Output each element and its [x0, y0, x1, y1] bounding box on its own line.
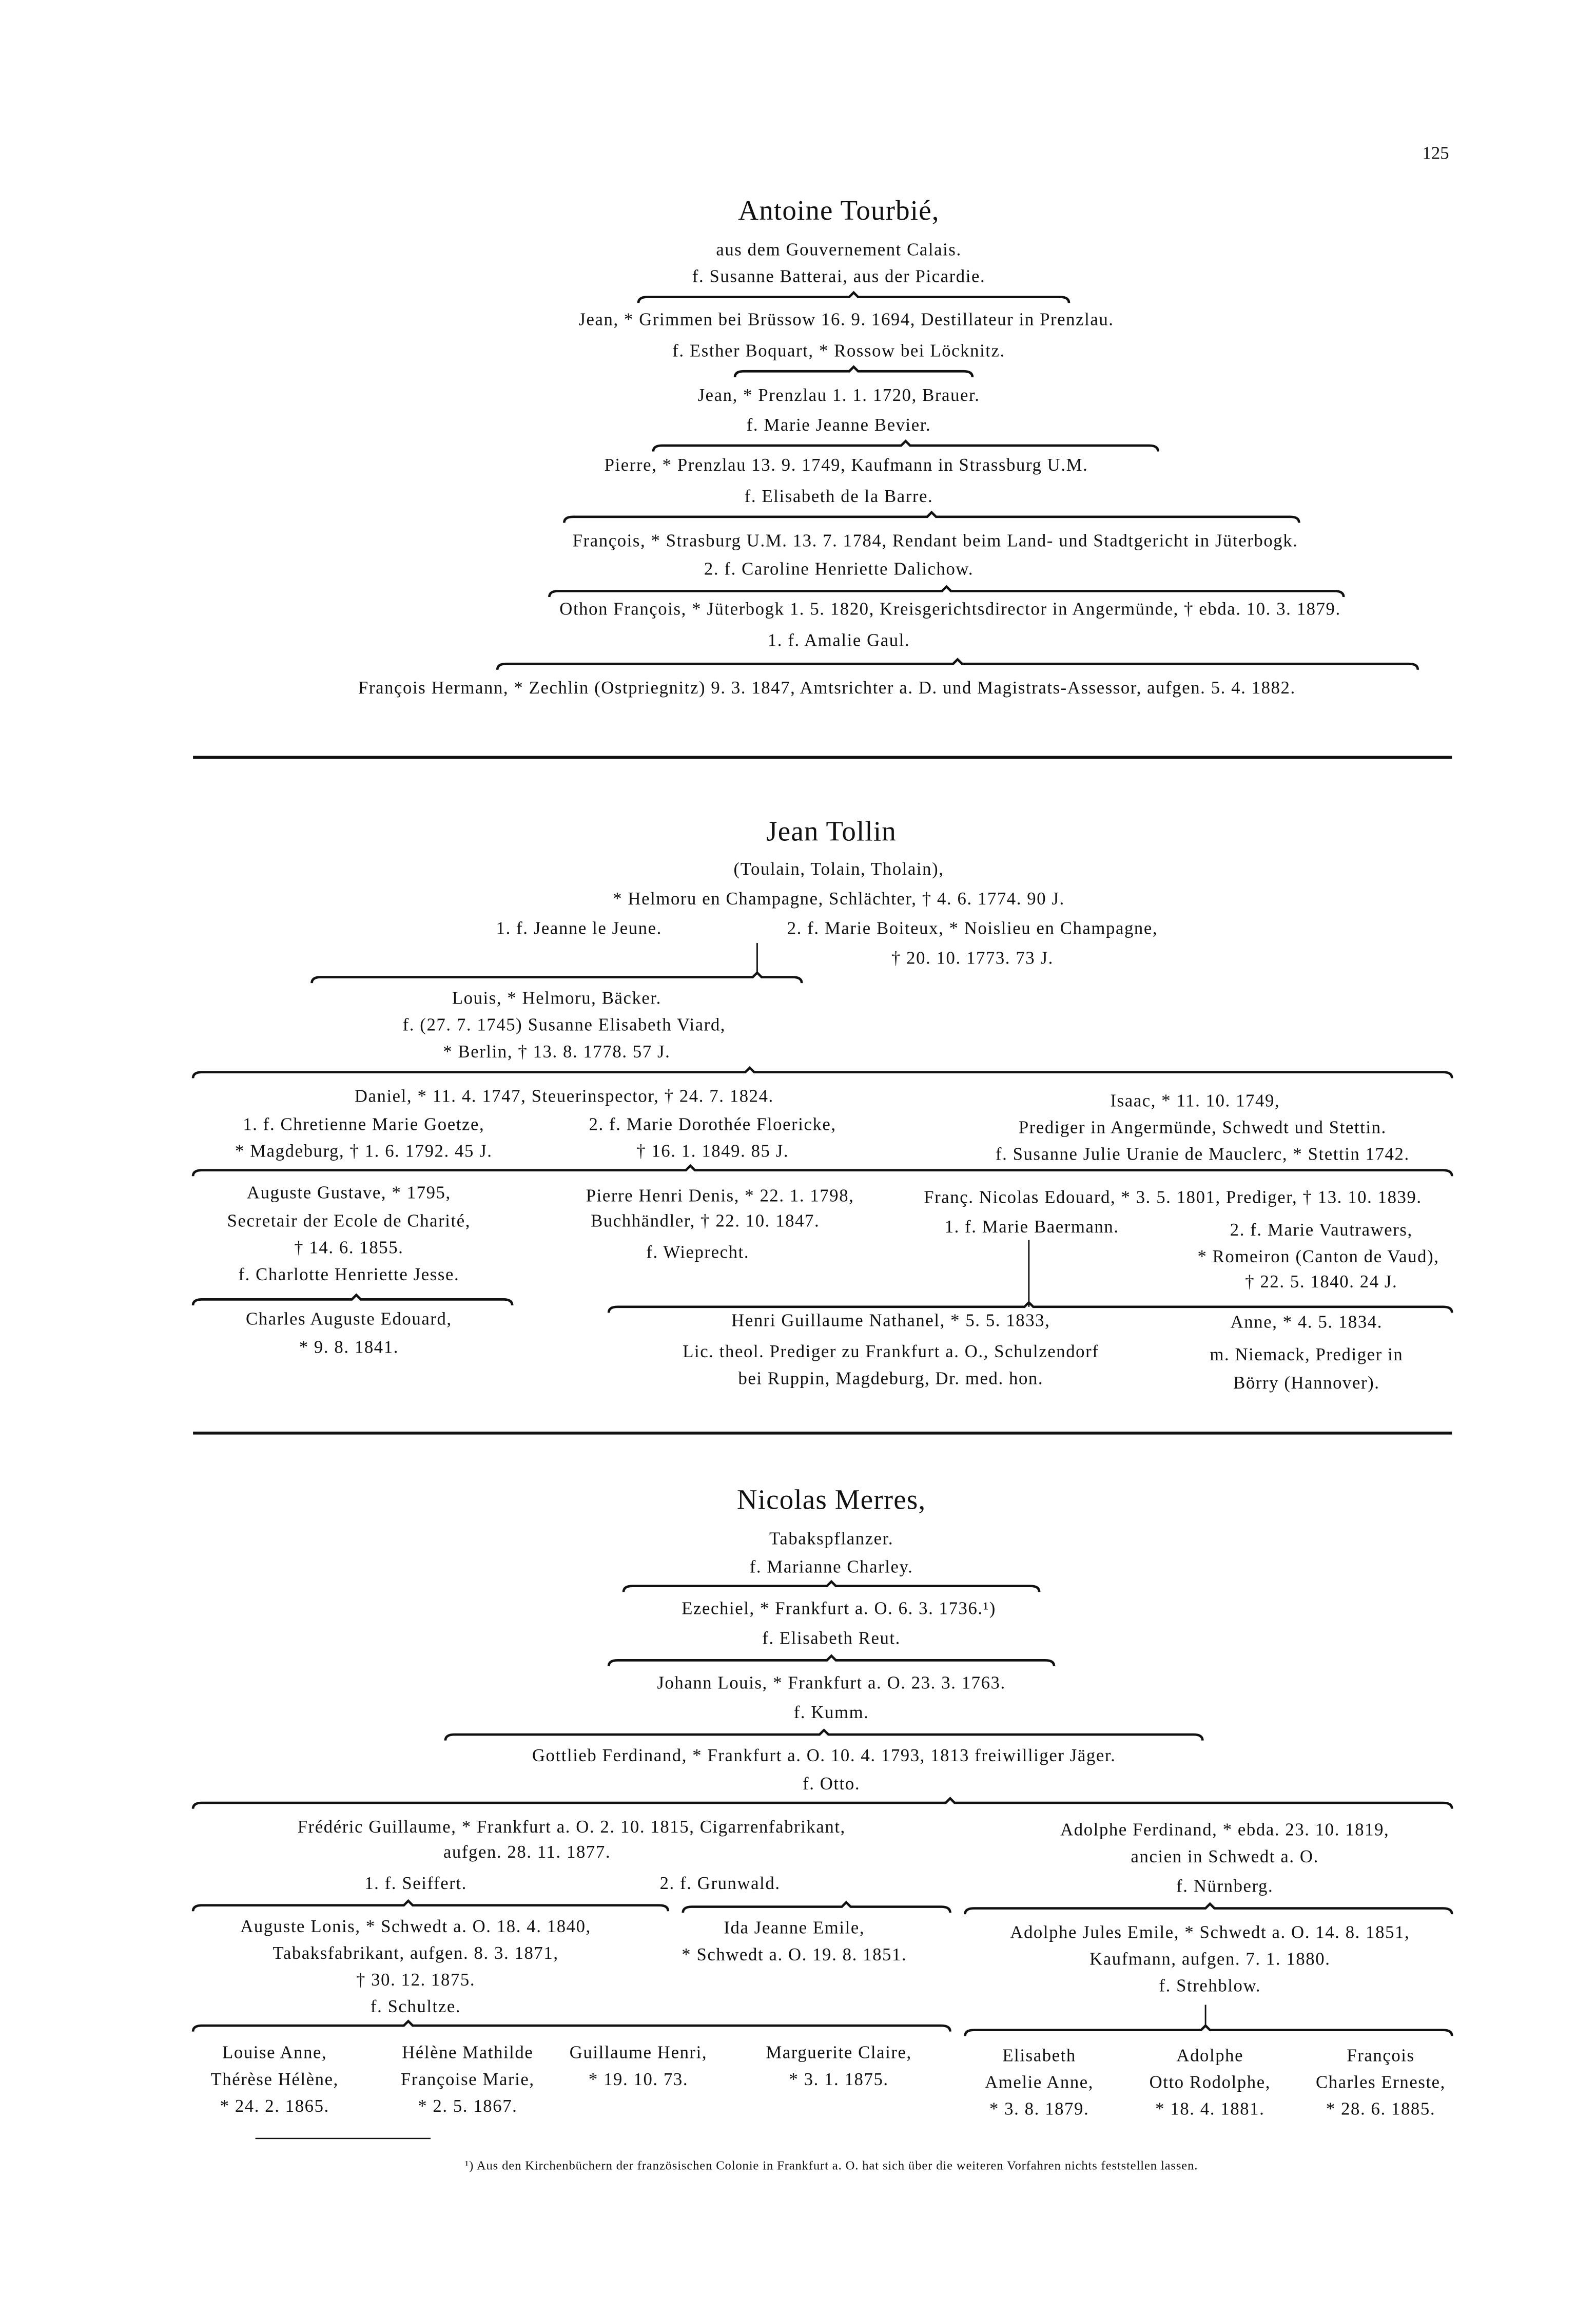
genealogy-entry-line: Adolphe Jules Emile, * Schwedt a. O. 14. 8. 1851, [1010, 1921, 1410, 1943]
descent-bracket [549, 587, 1344, 597]
descent-bracket [609, 1656, 1054, 1666]
genealogy-entry-line: Secretair der Ecole de Charité, [227, 1210, 471, 1231]
genealogy-entry-line: f. Susanne Julie Uranie de Mauclerc, * Stettin 1742. [995, 1143, 1410, 1165]
genealogy-entry-line: François Hermann, * Zechlin (Ostpriegnitz) 9. 3. 1847, Amtsrichter a. D. und Magistrats-Assessor, aufgen. 5. 4. 1882. [358, 677, 1296, 698]
genealogy-entry-line: Françoise Marie, [400, 2068, 535, 2090]
genealogy-entry-line: 1. f. Chretienne Marie Goetze, [243, 1113, 485, 1135]
genealogy-entry-line: Tabakspflanzer. [769, 1528, 894, 1549]
descent-bracket [193, 2021, 950, 2031]
descent-bracket [638, 293, 1069, 303]
genealogy-entry-line: * 9. 8. 1841. [299, 1336, 399, 1358]
genealogy-entry-line: f. Marie Jeanne Bevier. [746, 414, 931, 435]
genealogy-entry-line: * 3. 1. 1875. [789, 2068, 889, 2090]
genealogy-entry-line: Tabaksfabrikant, aufgen. 8. 3. 1871, [273, 1942, 559, 1963]
family-title: Nicolas Merres, [736, 1485, 926, 1516]
genealogy-entry-line: Frédéric Guillaume, * Frankfurt a. O. 2. 10. 1815, Cigarrenfabrikant, [297, 1816, 846, 1837]
genealogy-entry-line: Adolphe Ferdinand, * ebda. 23. 10. 1819, [1060, 1819, 1390, 1840]
genealogy-entry-line: Hélène Mathilde [402, 2041, 534, 2063]
genealogy-entry-line: † 16. 1. 1849. 85 J. [636, 1140, 789, 1162]
genealogy-entry-line: * Magdeburg, † 1. 6. 1792. 45 J. [235, 1140, 493, 1162]
genealogy-entry-line: Börry (Hannover). [1233, 1372, 1380, 1393]
genealogy-entry-line: François [1347, 2045, 1415, 2066]
genealogy-entry-line: † 14. 6. 1855. [294, 1237, 404, 1258]
genealogy-entry-line: Marguerite Claire, [766, 2041, 912, 2063]
genealogy-entry-line: aus dem Gouvernement Calais. [716, 239, 962, 260]
family-title: Jean Tollin [766, 817, 897, 848]
genealogy-entry-line: * 2. 5. 1867. [418, 2095, 518, 2116]
descent-bracket [193, 1166, 1452, 1176]
descent-bracket [965, 1904, 1452, 1914]
genealogy-entry-line: * 18. 4. 1881. [1155, 2098, 1265, 2120]
genealogy-entry-line: f. Nürnberg. [1176, 1875, 1274, 1897]
genealogy-entry-line: 1. f. Amalie Gaul. [767, 629, 910, 651]
genealogy-entry-line: Othon François, * Jüterbogk 1. 5. 1820, Kreisgerichtsdirector in Angermünde, † ebda. 10. 3. 1879. [559, 598, 1341, 620]
genealogy-entry-line: f. Otto. [803, 1773, 861, 1794]
descent-bracket [965, 2026, 1452, 2036]
genealogy-entry-line: Louis, * Helmoru, Bäcker. [452, 987, 661, 1009]
genealogy-entry-line: Gottlieb Ferdinand, * Frankfurt a. O. 10. 4. 1793, 1813 freiwilliger Jäger. [532, 1745, 1116, 1766]
genealogy-entry-line: Jean, * Prenzlau 1. 1. 1720, Brauer. [697, 384, 980, 406]
genealogy-entry-line: 1. f. Jeanne le Jeune. [496, 917, 662, 939]
genealogy-entry-line: Pierre Henri Denis, * 22. 1. 1798, [586, 1185, 854, 1206]
genealogy-entry-line: Isaac, * 11. 10. 1749, [1110, 1090, 1280, 1111]
genealogy-entry-line: Louise Anne, [222, 2041, 327, 2063]
descent-bracket [193, 1295, 512, 1305]
genealogy-entry-line: Auguste Lonis, * Schwedt a. O. 18. 4. 1840, [240, 1915, 591, 1937]
genealogy-entry-line: Adolphe [1176, 2045, 1244, 2066]
genealogy-entry-line: f. Marianne Charley. [749, 1556, 913, 1577]
genealogy-entry-line: Charles Erneste, [1315, 2071, 1446, 2093]
descent-bracket [497, 659, 1418, 669]
genealogy-entry-line: Elisabeth [1002, 2045, 1076, 2066]
descent-bracket [564, 512, 1299, 523]
genealogy-entry-line: Amelie Anne, [985, 2071, 1094, 2093]
genealogy-entry-line: m. Niemack, Prediger in [1210, 1344, 1404, 1365]
genealogy-entry-line: 2. f. Grunwald. [659, 1873, 781, 1894]
genealogy-entry-line: * 19. 10. 73. [588, 2068, 689, 2090]
genealogy-entry-line: Otto Rodolphe, [1149, 2071, 1271, 2093]
genealogy-entry-line: f. Charlotte Henriette Jesse. [238, 1263, 460, 1285]
genealogy-entry-line: Ezechiel, * Frankfurt a. O. 6. 3. 1736.¹) [682, 1597, 996, 1619]
descent-bracket [193, 1068, 1452, 1078]
genealogy-entry-line: Ida Jeanne Emile, [724, 1917, 865, 1938]
genealogy-entry-line: * 28. 6. 1885. [1326, 2098, 1436, 2120]
genealogy-entry-line: f. Schultze. [370, 1996, 461, 2017]
genealogy-entry-line: f. Elisabeth Reut. [762, 1627, 901, 1649]
genealogy-entry-line: † 22. 5. 1840. 24 J. [1245, 1271, 1398, 1292]
genealogy-entry-line: * 24. 2. 1865. [220, 2095, 329, 2116]
descent-bracket [193, 1901, 668, 1911]
genealogy-entry-line: f. Wieprecht. [646, 1241, 750, 1263]
genealogy-entry-line: f. Strehblow. [1159, 1975, 1261, 1996]
genealogy-entry-line: Thérèse Hélène, [210, 2068, 339, 2090]
genealogy-entry-line: 1. f. Seiffert. [364, 1873, 467, 1894]
genealogy-entry-line: Lic. theol. Prediger zu Frankfurt a. O., Schulzendorf [683, 1341, 1099, 1362]
genealogy-entry-line: 1. f. Marie Baermann. [944, 1216, 1119, 1237]
genealogy-entry-line: f. (27. 7. 1745) Susanne Elisabeth Viard, [402, 1014, 726, 1035]
genealogy-entry-line: 2. f. Caroline Henriette Dalichow. [704, 558, 974, 580]
genealogy-entry-line: f. Kumm. [793, 1702, 869, 1723]
descent-bracket [683, 1902, 950, 1913]
genealogy-entry-line: Charles Auguste Edouard, [246, 1308, 452, 1330]
genealogy-entry-line: f. Susanne Batterai, aus der Picardie. [692, 265, 986, 287]
genealogy-entry-line: Franç. Nicolas Edouard, * 3. 5. 1801, Prediger, † 13. 10. 1839. [924, 1186, 1422, 1208]
descent-bracket [735, 367, 972, 377]
genealogy-entry-line: 2. f. Marie Dorothée Floericke, [589, 1113, 836, 1135]
genealogy-entry-line: Johann Louis, * Frankfurt a. O. 23. 3. 1763. [657, 1672, 1006, 1693]
genealogy-entry-line: François, * Strasburg U.M. 13. 7. 1784, Rendant beim Land- und Stadtgericht in Jüterbogk. [572, 530, 1298, 551]
descent-bracket [445, 1730, 1202, 1740]
genealogy-entry-line: Pierre, * Prenzlau 13. 9. 1749, Kaufmann in Strassburg U.M. [604, 454, 1088, 475]
genealogy-entry-line: * Helmoru en Champagne, Schlächter, † 4. 6. 1774. 90 J. [613, 888, 1065, 909]
genealogy-entry-line: Auguste Gustave, * 1795, [246, 1182, 451, 1203]
genealogy-entry-line: (Toulain, Tolain, Tholain), [733, 858, 944, 879]
genealogy-entry-line: * Romeiron (Canton de Vaud), [1197, 1246, 1439, 1267]
descent-bracket [193, 1798, 1452, 1808]
genealogy-entry-line: * 3. 8. 1879. [989, 2098, 1089, 2120]
genealogy-entry-line: 2. f. Marie Vautrawers, [1230, 1219, 1413, 1240]
genealogy-entry-line: * Schwedt a. O. 19. 8. 1851. [682, 1943, 907, 1965]
genealogy-entry-line: * Berlin, † 13. 8. 1778. 57 J. [443, 1041, 671, 1062]
descent-bracket [653, 441, 1158, 451]
descent-bracket [624, 1582, 1039, 1592]
genealogy-entry-line: † 20. 10. 1773. 73 J. [891, 947, 1054, 969]
genealogy-entry-line: † 30. 12. 1875. [356, 1969, 476, 1990]
genealogy-entry-line: aufgen. 28. 11. 1877. [443, 1841, 611, 1862]
genealogy-entry-line: Kaufmann, aufgen. 7. 1. 1880. [1089, 1948, 1331, 1970]
genealogy-entry-line: Buchhändler, † 22. 10. 1847. [591, 1210, 820, 1231]
genealogy-entry-line: bei Ruppin, Magdeburg, Dr. med. hon. [738, 1367, 1044, 1389]
genealogy-entry-line: Prediger in Angermünde, Schwedt und Stettin. [1018, 1116, 1387, 1138]
genealogy-entry-line: ancien in Schwedt a. O. [1131, 1845, 1319, 1867]
genealogy-entry-line: Henri Guillaume Nathanel, * 5. 5. 1833, [731, 1309, 1050, 1331]
genealogy-entry-line: Jean, * Grimmen bei Brüssow 16. 9. 1694, Destillateur in Prenzlau. [578, 309, 1114, 330]
family-title: Antoine Tourbié, [738, 196, 940, 227]
footnote-text: ¹) Aus den Kirchenbüchern der französischen Colonie in Frankfurt a. O. hat sich über die weiteren Vorfahren nichts feststellen lassen. [464, 2157, 1198, 2173]
genealogy-entry-line: Guillaume Henri, [569, 2041, 708, 2063]
genealogy-entry-line: Daniel, * 11. 4. 1747, Steuerinspector, † 24. 7. 1824. [354, 1085, 774, 1107]
page-number: 125 [1422, 142, 1449, 164]
descent-bracket [312, 973, 802, 983]
genealogy-entry-line: Anne, * 4. 5. 1834. [1230, 1311, 1383, 1333]
genealogy-entry-line: 2. f. Marie Boiteux, * Noislieu en Champagne, [787, 917, 1158, 939]
genealogy-entry-line: f. Elisabeth de la Barre. [744, 486, 933, 507]
genealogy-entry-line: f. Esther Boquart, * Rossow bei Löcknitz. [672, 340, 1005, 361]
